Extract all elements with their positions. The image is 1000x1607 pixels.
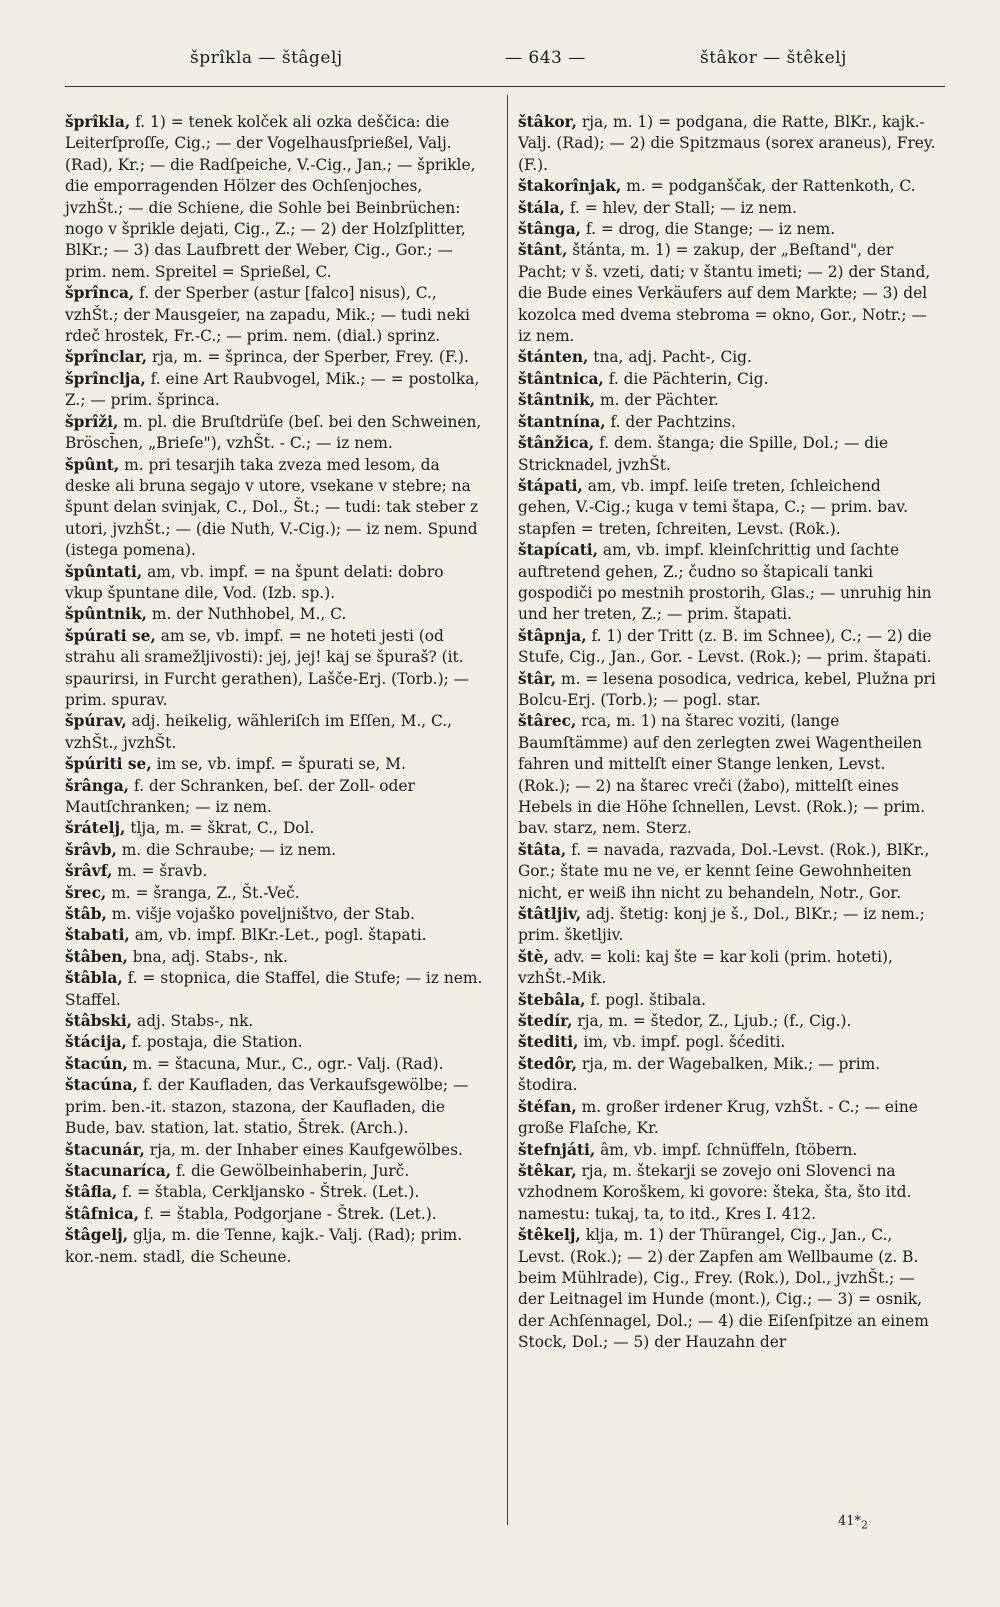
- dictionary-entry: [65, 1054, 485, 1075]
- dictionary-entry: [65, 754, 485, 775]
- entry-definition: rja, m. = šprinca, der Sperber, Frey. (F.).: [147, 348, 469, 367]
- entry-definition: f. = štabla, Cerkljansko - Štrek. (Let.).: [117, 1183, 420, 1202]
- entry-headword: šrâvf,: [65, 862, 113, 881]
- dictionary-entry: [65, 1225, 485, 1268]
- entry-definition: m. = šranga, Z., Št.-Več.: [106, 883, 300, 902]
- entry-definition: f. der Schranken, beſ. der Zoll- oder Mautſchranken; — iz nem.: [65, 776, 415, 816]
- dictionary-entry: [65, 1161, 485, 1182]
- header-rule: [65, 86, 945, 87]
- entry-headword: štediti,: [518, 1033, 579, 1052]
- entry-headword: šprînca,: [65, 284, 135, 303]
- header-right-guide: štâkor — štêkelj: [700, 48, 847, 68]
- entry-definition: tlja, m. = škrat, C., Dol.: [125, 819, 315, 838]
- entry-definition: f. = štabla, Podgorjane - Štrek. (Let.).: [139, 1204, 437, 1223]
- entry-definition: štánta, m. 1) = zakup, der „Beſtand", der Pacht; v š. vzeti, dati; v štantu imeti; — 2) der Stand, die Bude eines Verkäufers auf dem Markte; — 3) del kozolca med dvema stebroma = okno, Gor., Notr.; — iz nem.: [518, 241, 931, 346]
- entry-definition: f. eine Art Raubvogel, Mik.; — = postolka, Z.; — prim. šprinca.: [65, 369, 480, 410]
- entry-definition: klja, m. 1) der Thürangel, Cig., Jan., C., Levst. (Rok.); — 2) der Zapfen am Wellbaume (z. B. beim Mühlrade), Cig., Frey. (Rok.), Dol., jvzhŠt.; — der Leitnagel im Hunde (mont.), Cig.; — 3) = osnik, der Achſennagel, Dol.; — 4) die Eiſenſpitze an einem Stock, Dol.; — 5) der Hauzahn der: [518, 1226, 929, 1352]
- column-divider: [507, 95, 508, 1525]
- entry-definition: rja, m. 1) = podgana, die Ratte, BlKr., kajk.- Valj. (Rad); — 2) die Spitzmaus (sorex araneus), Frey. (F.).: [518, 113, 936, 174]
- dictionary-entry: [518, 369, 938, 390]
- dictionary-entry: [518, 669, 938, 712]
- entry-headword: štântnik,: [518, 391, 596, 410]
- entry-definition: f. = navada, razvada, Dol.-Levst. (Rok.), BlKr., Gor.; štate mu ne ve, er kennt ſeine Gewohnheiten nicht, er weiß ihn nicht zu behandeln, Notr., Gor.: [518, 840, 930, 902]
- entry-headword: štacunár,: [65, 1140, 145, 1159]
- entry-definition: im se, vb. impf. = špurati se, M.: [151, 755, 406, 774]
- dictionary-entry: [518, 240, 938, 347]
- entry-definition: f. = hlev, der Stall; — iz nem.: [564, 198, 797, 217]
- entry-headword: štapícati,: [518, 541, 599, 560]
- entry-definition: m. pri tesarjih taka zveza med lesom, da deske ali bruna segajo v utore, vsekane v stebre; na špunt delan svinjak, C., Dol., Št.; — tudi: tak steber z utori, jvzhŠt.; — (die Nuth, V.-Cig.); — iz nem. Spund (istega pomena).: [65, 455, 479, 560]
- dictionary-entry: [65, 1032, 485, 1053]
- dictionary-entry: [518, 347, 938, 368]
- signature-mark: [838, 1514, 868, 1532]
- dictionary-entry: [65, 947, 485, 968]
- entry-headword: štála,: [518, 198, 565, 217]
- dictionary-entry: [518, 1097, 938, 1140]
- dictionary-entry: [518, 112, 938, 176]
- entry-headword: štêkelj,: [518, 1226, 581, 1245]
- dictionary-entry: [65, 861, 485, 882]
- entry-definition: f. der Sperber (astur [falco] nisus), C., vzhŠt.; der Mausgeier, na zapadu, Mik.; — tudi neki rdeč hrostek, Fr.-C.; — prim. nem. (dial.) sprinz.: [65, 284, 470, 346]
- entry-definition: f. 1) = tenek kolček ali ozka deščica: die Leiterſproſſe, Cig.; — der Vogelhausſprießel, Valj. (Rad), Kr.; — die Radſpeiche, V.-Cig., Jan.; — šprikle, die emporragenden Hölzer des Ochſenjoches, jvzhŠt.; — die Schiene, die Sohle bei Beinbrüchen: nogo v šprikle dejati, Cig., Z.; — 2) der Holzſplitter, BlKr.; — 3) das Laufbrett der Weber, Cig., Gor.; — prim. nem. Spreitel = Sprießel, C.: [65, 113, 476, 281]
- entry-headword: špúrav,: [65, 712, 127, 731]
- entry-definition: f. postaja, die Station.: [126, 1033, 303, 1052]
- dictionary-entry: [518, 904, 938, 947]
- dictionary-entry: [65, 968, 485, 1011]
- entry-headword: štânžica,: [518, 434, 595, 453]
- entry-headword: šprînclar,: [65, 348, 148, 367]
- entry-definition: m. = štacuna, Mur., C., ogr.- Valj. (Rad).: [127, 1054, 444, 1073]
- entry-headword: štacunaríca,: [65, 1161, 172, 1180]
- entry-headword: šprîkla,: [65, 113, 131, 131]
- entry-definition: f. = drog, die Stange; — iz nem.: [581, 220, 836, 239]
- dictionary-entry: [518, 1011, 938, 1032]
- entry-headword: štânga,: [518, 220, 582, 239]
- dictionary-entry: [65, 840, 485, 861]
- entry-definition: am, vb. impf. leiſe treten, ſchleichend gehen, V.-Cig.; kuga v temi štapa, C.; — prim. bav. stapfen = treten, ſchreiten, Levst. (Rok.).: [518, 476, 909, 538]
- entry-definition: m. = šravb.: [112, 862, 208, 881]
- entry-definition: f. der Pachtzins.: [605, 412, 736, 431]
- entry-definition: tna, adj. Pacht-, Cig.: [588, 348, 752, 367]
- entry-headword: špúriti se,: [65, 755, 152, 774]
- entry-headword: špûnt,: [65, 455, 120, 474]
- dictionary-entry: [518, 1140, 938, 1161]
- dictionary-entry: [65, 347, 485, 368]
- dictionary-entry: [518, 433, 938, 476]
- entry-headword: štâgelj,: [65, 1226, 129, 1245]
- entry-headword: štârec,: [518, 712, 577, 731]
- entry-headword: štântnica,: [518, 369, 604, 388]
- entry-headword: štâkor,: [518, 113, 578, 131]
- dictionary-entry: [65, 626, 485, 712]
- entry-headword: špûntati,: [65, 562, 143, 581]
- entry-definition: âm, vb. impf. ſchnüffeln, ſtöbern.: [595, 1140, 858, 1159]
- dictionary-entry: [65, 562, 485, 605]
- dictionary-entry: [65, 883, 485, 904]
- entry-headword: šprînclja,: [65, 369, 146, 388]
- entry-definition: m. pl. die Bruſtdrüſe (beſ. bei den Schweinen, Brösch̄en, „Brieſe"), vzhŠt. - C.; — iz nem.: [65, 412, 482, 453]
- dictionary-entry: [518, 711, 938, 839]
- dictionary-entry: [65, 818, 485, 839]
- entry-headword: štè,: [518, 947, 549, 966]
- dictionary-entry: [518, 1225, 938, 1353]
- dictionary-entry: [518, 176, 938, 197]
- entry-definition: m. = lesena posodica, vedrica, kebel, Plužna pri Bolcu-Erj. (Torb.); — pogl. star.: [518, 669, 936, 709]
- entry-headword: štâben,: [65, 947, 128, 966]
- entry-headword: štâta,: [518, 840, 567, 859]
- entry-headword: štâtljiv,: [518, 905, 582, 924]
- dictionary-entry: [65, 1140, 485, 1161]
- entry-definition: m. der Nuthhobel, M., C.: [146, 605, 347, 624]
- dictionary-entry: [518, 1161, 938, 1225]
- entry-headword: špûntnik,: [65, 605, 147, 624]
- dictionary-entry: [518, 947, 938, 990]
- dictionary-entry: [65, 904, 485, 925]
- page-header: [60, 48, 940, 76]
- entry-definition: m. großer irdener Krug, vzhŠt. - C.; — eine große Flaſche, Kr.: [518, 1097, 918, 1138]
- entry-headword: šrâvb,: [65, 840, 117, 859]
- dictionary-entry: [518, 626, 938, 669]
- entry-definition: m. der Pächter.: [595, 391, 719, 410]
- dictionary-entry: [65, 1011, 485, 1032]
- entry-definition: rja, m. štekarji se zovejo oni Slovenci na vzhodnem Koroškem, ki govore: šteka, šta, što itd. namestu: tukaj, ta, to itd., Kres I. 412.: [518, 1161, 912, 1223]
- entry-headword: štánten,: [518, 348, 589, 367]
- entry-definition: f. 1) der Tritt (z. B. im Schnee), C.; — 2) die Stufe, Cig., Jan., Gor. - Levst. (Rok.); — prim. štapati.: [518, 626, 932, 667]
- entry-definition: f. dem. štanga; die Spille, Dol.; — die Stricknadel, jvzhŠt.: [518, 434, 889, 474]
- entry-headword: štácija,: [65, 1033, 127, 1052]
- entry-headword: štakorînjak,: [518, 177, 622, 196]
- entry-headword: štâb,: [65, 905, 107, 924]
- entry-headword: štebâla,: [518, 990, 586, 1009]
- signature-sub: 2: [861, 1518, 869, 1532]
- entry-definition: rja, m. der Inhaber eines Kaufgewölbes.: [144, 1140, 463, 1159]
- dictionary-entry: [518, 412, 938, 433]
- dictionary-entry: [518, 540, 938, 626]
- entry-headword: štânt,: [518, 241, 568, 260]
- entry-definition: glja, m. die Tenne, kajk.- Valj. (Rad); prim. kor.-nem. stadl, die Scheune.: [65, 1226, 463, 1266]
- entry-definition: f. die Pächterin, Cig.: [603, 369, 769, 388]
- page-number: — 643 —: [505, 48, 586, 68]
- header-left-guide: šprîkla — štâgelj: [190, 48, 343, 68]
- dictionary-entry: [65, 1204, 485, 1225]
- entry-headword: štantnína,: [518, 412, 606, 431]
- entry-definition: adj. Stabs-, nk.: [132, 1012, 254, 1031]
- entry-headword: štabati,: [65, 926, 130, 945]
- dictionary-entry: [65, 1075, 485, 1139]
- entry-headword: štefnjáti,: [518, 1140, 596, 1159]
- entry-headword: štedír,: [518, 1012, 573, 1031]
- entry-definition: m. = podganščak, der Rattenkoth, C.: [621, 177, 916, 196]
- entry-definition: m. višje vojaško poveljništvo, der Stab.: [106, 905, 415, 924]
- entry-definition: adv. = koli: kaj šte = kar koli (prim. hoteti), vzhŠt.-Mik.: [518, 947, 893, 988]
- entry-headword: štacúna,: [65, 1076, 138, 1095]
- entry-definition: am, vb. impf. kleinſchrittig und ſachte auftretend gehen, Z.; čudno so štapicali tanki gospodiči po mestnih prostorih, Glas.; — unruhig hin und her treten, Z.; — prim. štapati.: [518, 541, 932, 624]
- signature-number: 41: [838, 1514, 855, 1529]
- entry-definition: adj. štetig: konj je š., Dol., BlKr.; — iz nem.; prim. šketljiv.: [518, 905, 925, 945]
- entry-definition: f. die Gewölbeinhaberin, Jurč.: [171, 1161, 410, 1180]
- dictionary-entry: [65, 455, 485, 562]
- entry-headword: šprîži,: [65, 412, 119, 431]
- entry-definition: bna, adj. Stabs-, nk.: [127, 947, 288, 966]
- entry-headword: špúrati se,: [65, 626, 156, 645]
- entry-headword: štedôr,: [518, 1054, 577, 1073]
- dictionary-entry: [65, 112, 485, 283]
- right-column: [518, 112, 938, 1354]
- entry-headword: štápati,: [518, 476, 583, 495]
- dictionary-entry: [518, 1032, 938, 1053]
- entry-definition: f. pogl. štibala.: [585, 990, 707, 1009]
- dictionary-entry: [65, 925, 485, 946]
- entry-headword: štêkar,: [518, 1161, 577, 1180]
- dictionary-entry: [518, 840, 938, 904]
- entry-definition: am se, vb. impf. = ne hoteti jesti (od strahu ali sramežljivosti): jej, jej! kaj se špuraš? (it. spaurirsi, in Furcht gerathen), Lašče-Erj. (Torb.); — prim. spurav.: [65, 626, 470, 709]
- dictionary-entry: [518, 390, 938, 411]
- dictionary-entry: [65, 604, 485, 625]
- entry-headword: šrânga,: [65, 776, 130, 795]
- entry-definition: am, vb. impf. = na špunt delati: dobro vkup špuntane dile, Vod. (Izb. sp.).: [65, 562, 444, 602]
- entry-headword: šrec,: [65, 883, 107, 902]
- entry-definition: adj. heikelig, wähleriſch im Eſſen, M., C., vzhŠt., jvzhŠt.: [65, 712, 453, 752]
- left-column: [65, 112, 485, 1268]
- entry-definition: f. = stopnica, die Staffel, die Stufe; — iz nem. Staffel.: [65, 969, 483, 1009]
- dictionary-entry: [518, 990, 938, 1011]
- dictionary-entry: [65, 776, 485, 819]
- dictionary-entry: [65, 283, 485, 347]
- entry-definition: rca, m. 1) na štarec voziti, (lange Baumſtämme) auf den zerlegten zwei Wagentheilen fahren und mittelſt einer Stange lenken, Levst. (Rok.); — 2) na štarec vreči (žabo), mittelſt eines Hebels in die Höhe ſchnellen, Levst. (Rok.); — prim. bav. starz, nem. Sterz.: [518, 712, 926, 838]
- entry-headword: šrátelj,: [65, 819, 126, 838]
- entry-headword: štâfnica,: [65, 1204, 140, 1223]
- entry-headword: štâpnja,: [518, 626, 587, 645]
- dictionary-entry: [65, 412, 485, 455]
- entry-headword: štâr,: [518, 669, 557, 688]
- entry-headword: štacún,: [65, 1054, 128, 1073]
- entry-definition: f. der Kaufladen, das Verkaufsgewölbe; — prim. ben.-it. stazon, stazona, der Kaufladen, die Bude, bav. station, lat. statio, Štrek. (Arch.).: [65, 1076, 469, 1138]
- entry-definition: im, vb. impf. pogl. šćediti.: [578, 1033, 786, 1052]
- dictionary-entry: [518, 219, 938, 240]
- dictionary-entry: [518, 1054, 938, 1097]
- dictionary-entry: [65, 369, 485, 412]
- entry-headword: štâbski,: [65, 1012, 133, 1031]
- dictionary-entry: [518, 198, 938, 219]
- dictionary-entry: [65, 1182, 485, 1203]
- dictionary-entry: [518, 476, 938, 540]
- entry-definition: m. die Schraube; — iz nem.: [116, 840, 337, 859]
- entry-definition: rja, m. = štedor, Z., Ljub.; (f., Cig.).: [572, 1012, 852, 1031]
- entry-definition: am, vb. impf. BlKr.-Let., pogl. štapati.: [129, 926, 427, 945]
- signature-star: *: [854, 1514, 862, 1529]
- entry-definition: rja, m. der Wagebalken, Mik.; — prim. štodira.: [518, 1054, 881, 1095]
- entry-headword: štéfan,: [518, 1097, 577, 1116]
- dictionary-entry: [65, 711, 485, 754]
- entry-headword: štâbla,: [65, 969, 123, 988]
- entry-headword: štâfla,: [65, 1183, 118, 1202]
